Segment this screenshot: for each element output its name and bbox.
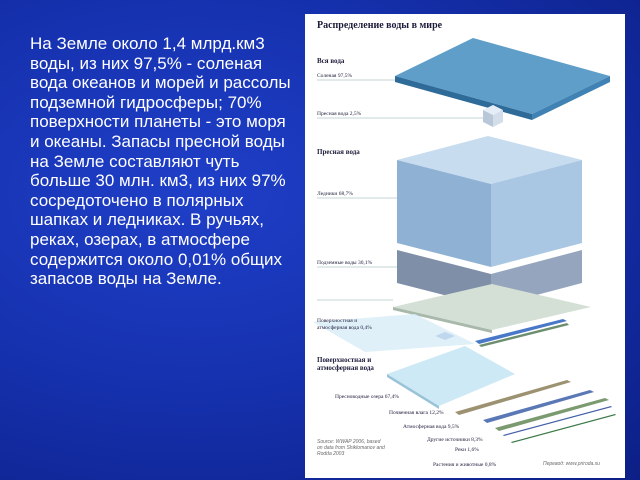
surface-fresh-label-1: Поверхностная и [317,318,358,324]
source-line-2: on data from Shiklomanov and [317,445,385,451]
rivers-label: Реки 1,6% [455,447,479,453]
atmosphere-label: Атмосферная вода 9,5% [403,424,460,430]
plants-label: Растения и животные 0,8% [433,462,497,468]
infographic-title: Распределение воды в мире [317,20,443,31]
surface-heading-2: атмосферная вода [317,364,374,372]
slide-body-text: На Земле около 1,4 млрд.км3 воды, из них 97,5% - соленая вода океанов и морей и рассолы подземной гидросферы; 70% поверхности планеты - это моря и океаны. Запасы пресной воды на Земле составляют чуть больше 30 млн. км3, из них 97% сосредоточено в полярных шапках и ледниках. В ручьях, реках, озерах, в атмосфере содержится около 0,01% общих запасов воды на Земле. [30,34,296,289]
all-water-blocks [395,38,610,127]
all-water-heading: Вся вода [317,57,345,65]
plants-line [511,414,616,443]
surface-heading-1: Поверхностная и [317,356,372,364]
lakes-label: Пресноводные озера 67,4% [335,394,399,400]
soil-label: Почвенная влага 12,2% [389,410,444,416]
lakes-plate-top [387,346,515,406]
salt-water-label: Соленая 97,5% [317,73,353,79]
water-distribution-infographic [305,14,625,478]
salt-water-slab-top [395,38,610,114]
fresh-water-heading: Пресная вода [317,148,360,156]
infographic-svg [305,14,625,478]
source-line-1: Source: WWAP 2006, based [317,439,381,445]
groundwater-label: Подземные воды 30,1% [317,260,373,266]
other-label: Другие источники 8,3% [427,437,483,443]
source-line-3: Rodda 2003 [317,451,345,457]
glaciers-label: Ледники 68,7% [317,191,353,197]
surface-fresh-label-2: атмосферная вода 0,4% [317,325,372,331]
fresh-water-label: Пресная вода 2,5% [317,111,362,117]
translation-credit: Перевод: www.priroda.su [543,461,600,467]
